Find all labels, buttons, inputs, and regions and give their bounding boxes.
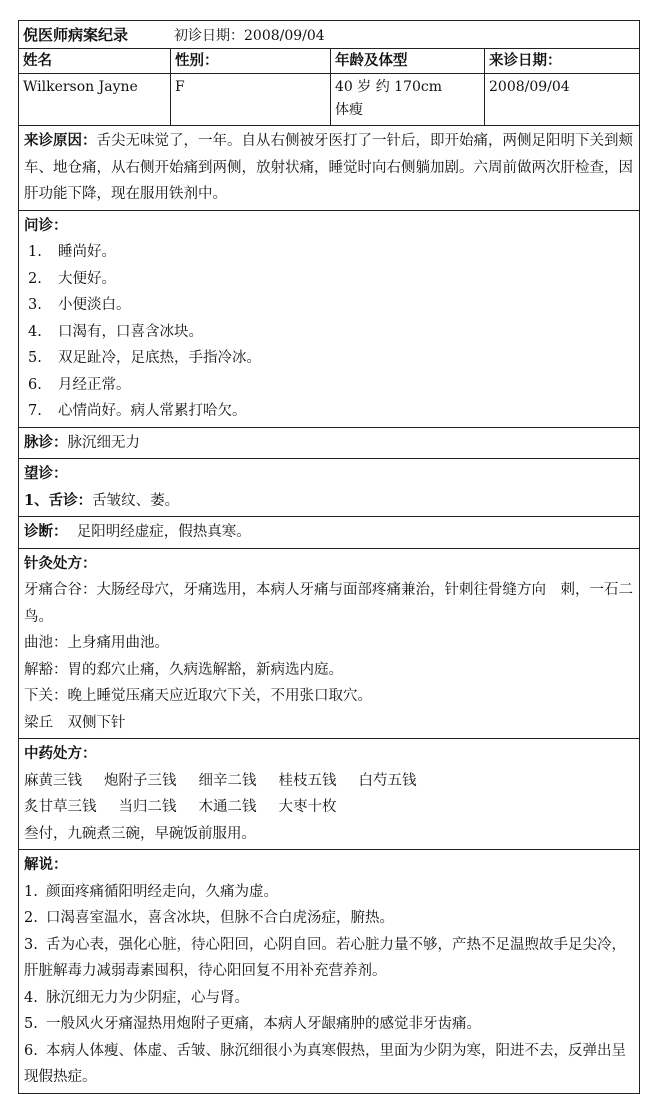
acupuncture-line: 下关：晚上睡觉压痛天应近取穴下关，不用张口取穴。 (24, 688, 372, 704)
list-item: 5. 双足趾冷，足底热，手指冷冰。 (28, 350, 261, 366)
inquiry-list (24, 239, 635, 425)
tongue-text: 舌皱纹、萎。 (92, 492, 180, 509)
herb-item: 大枣十枚 (278, 799, 337, 815)
list-item: 4. 脉沉细无力为少阴症，心与肾。 (24, 989, 249, 1006)
inquiry-label: 问诊： (24, 216, 68, 234)
acupuncture-line: 解豁：胃的郄穴止痛，久病选解豁，新病选内庭。 (24, 661, 343, 678)
herb-item: 木通二钱 (198, 799, 257, 815)
herb-item: 细辛二钱 (198, 772, 257, 789)
herbal-row-2 (24, 794, 635, 821)
list-item: 3. 小便淡白。 (28, 297, 131, 313)
herbal-section (19, 739, 639, 850)
patient-name: Wilkerson Jayne (19, 74, 171, 125)
list-item: 6. 月经正常。 (28, 376, 131, 393)
herbal-row-1 (24, 768, 635, 795)
herb-item: 炮附子三钱 (104, 772, 177, 789)
list-item: 2. 口渴喜室温水，喜含冰块，但脉不合白虎汤症，腑热。 (24, 910, 394, 926)
acupuncture-section (19, 549, 639, 740)
patient-age-build (331, 74, 485, 125)
list-item: 5. 一般风火牙痛湿热用炮附子更痛，本病人牙龈痛肿的感觉非牙齿痛。 (24, 1016, 481, 1032)
list-item: 1. 睡尚好。 (28, 244, 116, 260)
patient-info-row (19, 74, 639, 126)
herbal-instruction: 叁付，九碗煮三碗，早碗饭前服用。 (24, 825, 256, 842)
acupuncture-line: 牙痛合谷：大肠经母穴，牙痛选用，本病人牙痛与面部疼痛兼治，针刺往骨缝方向 刺，一石二鸟。 (24, 582, 633, 625)
list-item: 2. 大便好。 (28, 270, 116, 287)
explanation-label: 解说： (24, 856, 68, 873)
list-item: 3. 舌为心表，强化心脏，待心阳回，心阴自回。若心脏力量不够，产热不足温煦故手足尖冷，肝脏解毒力减弱毒素囤积，待心阳回复不用补充营养剂。 (24, 936, 626, 979)
acupuncture-line: 曲池：上身痛用曲池。 (24, 635, 169, 651)
header-age-build: 年龄及体型 (331, 49, 485, 73)
list-item: 4. 口渴有，口喜含冰块。 (28, 323, 203, 340)
patient-visit-date: 2008/09/04 (489, 79, 570, 95)
herb-item: 炙甘草三钱 (24, 799, 97, 815)
explanation-list (24, 879, 635, 1091)
herb-item: 白芍五钱 (358, 772, 417, 789)
tongue-label: 1、舌诊： (24, 491, 93, 509)
tongue-line (24, 488, 635, 515)
reason-text: 舌尖无味觉了，一年。自从右侧被牙医打了一针后，即开始痛，两侧足阳明下关到颊车、地仓痛，从右侧开始痛到两侧，放射状痛，睡觉时向右侧躺加剧。六周前做两次肝检查，因肝功能下降，现在服用铁剂中。 (24, 133, 633, 202)
reason-section (19, 126, 639, 211)
pulse-label: 脉诊： (24, 433, 68, 451)
header-name: 姓名 (19, 49, 171, 73)
observation-label: 望诊： (24, 465, 68, 482)
patient-sex: F (171, 74, 331, 125)
header-sex: 性别： (171, 49, 331, 73)
herb-item: 桂枝五钱 (278, 772, 337, 789)
explanation-section (19, 850, 639, 1093)
list-item: 6. 本病人体瘦、体虚、舌皱、脉沉细很小为真寒假热，里面为少阴为寒，阳进不去，反弹出呈现假热症。 (24, 1042, 626, 1085)
pulse-section (19, 428, 639, 460)
diagnosis-section (19, 517, 639, 549)
diagnosis-text: 足阳明经虚症，假热真寒。 (76, 524, 251, 540)
pulse-text: 脉沉细无力 (67, 434, 140, 451)
patient-build: 体瘦 (335, 102, 363, 118)
inquiry-section (19, 211, 639, 428)
patient-age-height: 40 岁 约 170cm (335, 79, 443, 95)
list-item: 7. 心情尚好。病人常累打哈欠。 (28, 403, 247, 419)
herb-item: 麻黄三钱 (24, 772, 82, 789)
herbal-label: 中药处方： (24, 745, 97, 762)
first-visit-date: 初诊日期：2008/09/04 (174, 27, 325, 44)
case-record-table (18, 20, 640, 1094)
acupuncture-line: 梁丘 双侧下针 (24, 714, 126, 731)
reason-label: 来诊原因： (24, 132, 97, 149)
title-row (19, 21, 639, 49)
acupuncture-label: 针灸处方： (24, 554, 97, 572)
record-title: 倪医师病案纪录 (23, 26, 129, 44)
diagnosis-label: 诊断： (24, 523, 68, 540)
header-visit-date: 来诊日期： (489, 52, 562, 69)
list-item: 1. 颜面疼痛循阳明经走向，久痛为虚。 (24, 883, 278, 900)
observation-section (19, 459, 639, 517)
herb-item: 当归二钱 (118, 799, 177, 815)
header-row (19, 49, 639, 74)
